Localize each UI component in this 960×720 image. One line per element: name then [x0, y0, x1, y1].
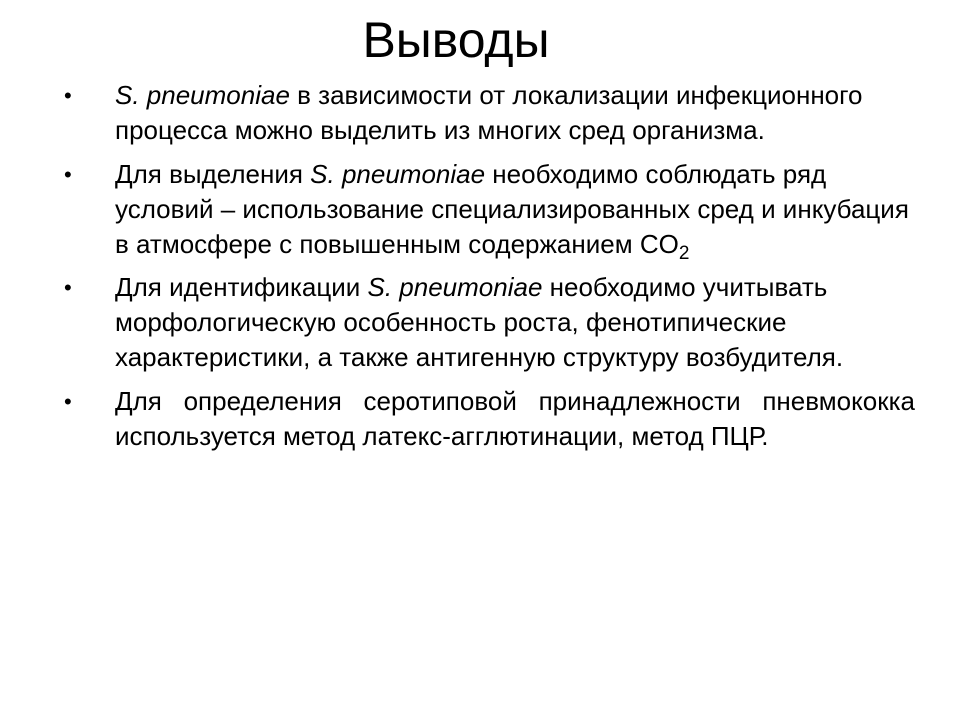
bullet-text: в зависимости от локализации инфекционного процесса можно выделить из многих сред организма.: [115, 80, 863, 145]
bullet-icon: •: [64, 275, 72, 300]
species-name: S. pneumoniae: [115, 80, 290, 110]
bullet-icon: •: [64, 162, 72, 187]
species-name: S. pneumoniae: [310, 159, 486, 189]
formula-main: CO: [639, 229, 679, 259]
bullet-item-1: [0, 78, 915, 148]
bullet-text: необходимо соблюдать ряд условий – использование специализированных сред и инкубация в атмосфере с повышенным содержанием: [115, 159, 909, 259]
bullet-text: необходимо учитывать морфологическую особенность роста, фенотипические характеристики, а также антигенную структуру возбудителя.: [115, 272, 844, 372]
bullet-icon: •: [64, 389, 72, 414]
slide-title: Выводы: [362, 12, 550, 68]
bullet-item-4: [0, 384, 915, 454]
bullet-icon: •: [64, 83, 72, 108]
co2-formula: [639, 229, 690, 264]
bullet-item-3: [0, 270, 915, 375]
bullet-text-prefix: Для идентификации: [115, 272, 368, 302]
bullet-item-2: [0, 157, 915, 262]
bullet-text: Для определения серотиповой принадлежности пневмококка используется метод латекс-агглютинации, метод ПЦР.: [115, 386, 915, 451]
species-name: S. pneumoniae: [367, 272, 543, 302]
formula-subscript: 2: [678, 243, 690, 264]
bullet-text-prefix: Для выделения: [115, 159, 311, 189]
bullet-list: [0, 78, 960, 454]
